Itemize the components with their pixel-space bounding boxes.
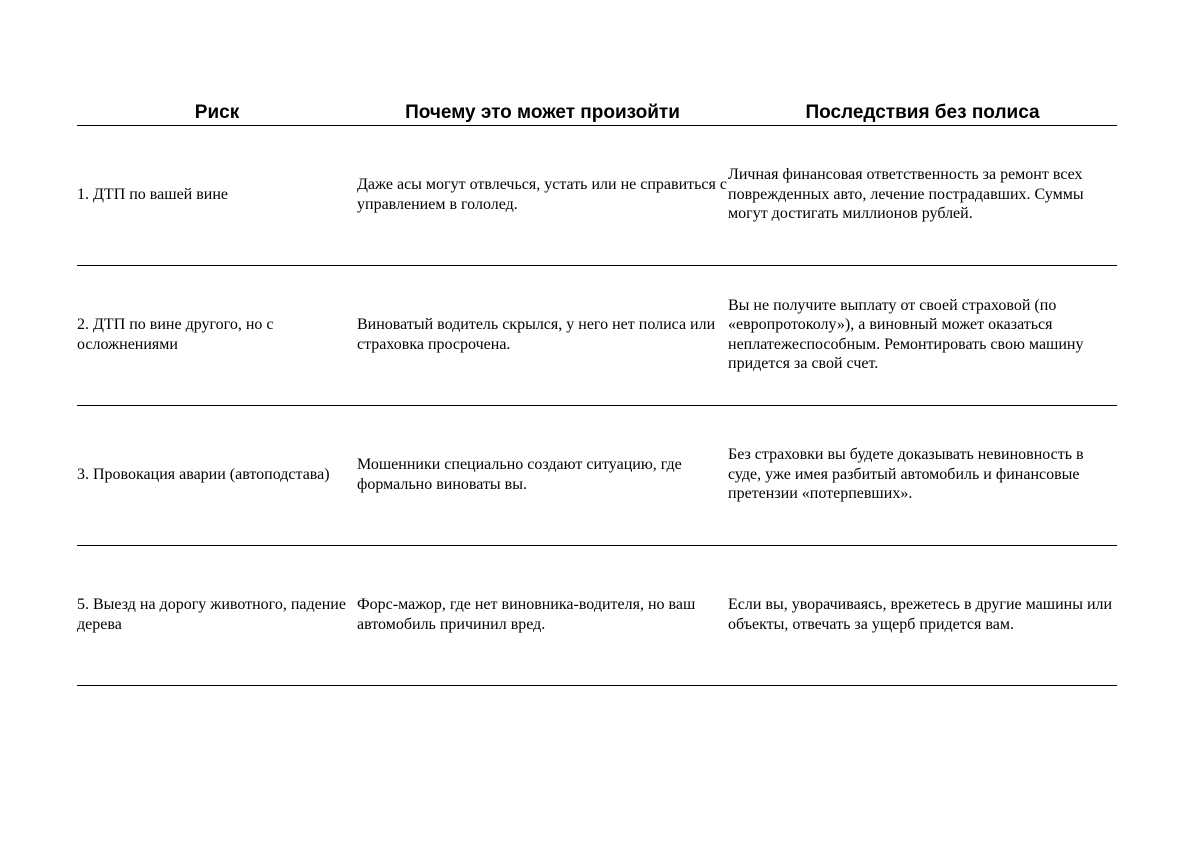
consequence-text: Вы не получите выплату от своей страховой (по «европротоколу»), а виновный может оказаться неплатежеспособным. Ремонтировать свою машину придется за свой счет. xyxy=(728,296,1084,372)
risk-cell xyxy=(77,405,359,544)
reason-cell xyxy=(357,545,728,684)
consequence-text: Если вы, уворачиваясь, врежетесь в другие машины или объекты, отвечать за ущерб придется вам. xyxy=(728,596,1113,633)
consequence-cell xyxy=(728,545,1117,684)
risk-text: 3. Провокация аварии (автоподстава) xyxy=(77,465,330,483)
risk-text: 5. Выезд на дорогу животного, падение дерева xyxy=(77,596,346,633)
risk-cell xyxy=(77,125,359,264)
header-consequence: Последствия без полиса xyxy=(805,102,1040,123)
risk-text: 1. ДТП по вашей вине xyxy=(77,185,229,203)
reason-text: Мошенники специально создают ситуацию, где формально виноваты вы. xyxy=(357,456,682,493)
consequence-cell xyxy=(728,265,1117,404)
reason-cell xyxy=(357,405,728,544)
reason-text: Форс-мажор, где нет виновника-водителя, но ваш автомобиль причинил вред. xyxy=(357,596,696,633)
reason-text: Даже асы могут отвлечься, устать или не справиться с управлением в гололед. xyxy=(357,176,727,213)
reason-cell xyxy=(357,125,728,264)
reason-text: Виноватый водитель скрылся, у него нет полиса или страховка просрочена. xyxy=(357,316,716,353)
header-reason: Почему это может произойти xyxy=(405,102,680,123)
reason-cell xyxy=(357,265,728,404)
consequence-cell xyxy=(728,125,1117,264)
risk-cell xyxy=(77,265,359,404)
consequence-text: Без страховки вы будете доказывать невиновность в суде, уже имея разбитый автомобиль и финансовые претензии «потерпевших». xyxy=(728,446,1084,503)
table-row xyxy=(77,406,1117,546)
table-row xyxy=(77,126,1117,266)
risk-table xyxy=(77,100,1117,686)
table-header-row xyxy=(77,100,1117,126)
table-row xyxy=(77,546,1117,686)
risk-text: 2. ДТП по вине другого, но с осложнениями xyxy=(77,316,274,353)
risk-cell xyxy=(77,545,359,684)
consequence-cell xyxy=(728,405,1117,544)
consequence-text: Личная финансовая ответственность за ремонт всех поврежденных авто, лечение пострадавших. Суммы могут достигать миллионов рублей. xyxy=(728,166,1084,223)
table-row xyxy=(77,266,1117,406)
header-risk: Риск xyxy=(194,102,240,123)
